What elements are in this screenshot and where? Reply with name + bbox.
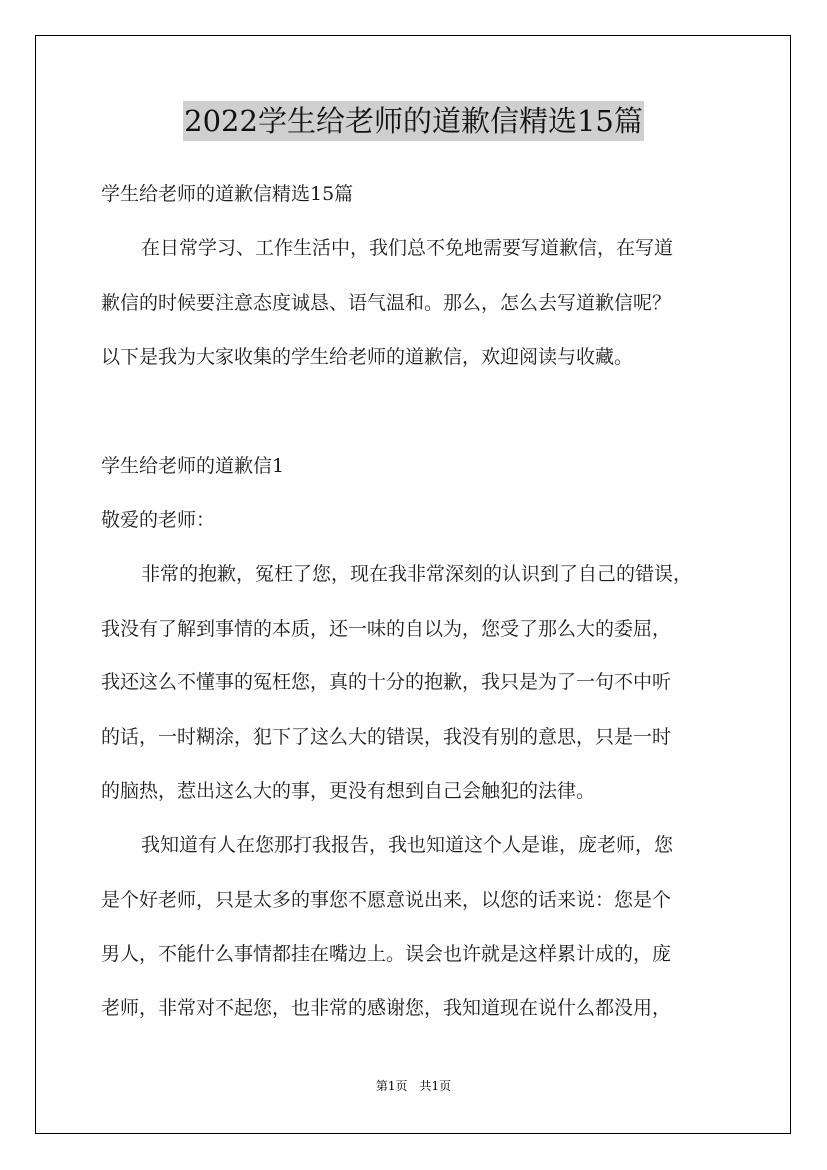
title-container (0, 101, 827, 141)
paragraph1-line-3: 我还这么不懂事的冤枉您，真的十分的抱歉，我只是为了一句不中听 (101, 671, 672, 693)
intro-line-3: 以下是我为大家收集的学生给老师的道歉信，欢迎阅读与收藏。 (101, 346, 634, 368)
paragraph1-line-4: 的话，一时糊涂，犯下了这么大的错误，我没有别的意思，只是一时 (101, 726, 672, 748)
page-footer: 第1页 共1页 (375, 1079, 452, 1093)
paragraph2-line-3: 男人，不能什么事情都挂在嘴边上。误会也许就是这样累计成的，庞 (101, 943, 672, 965)
paragraph2-line-4: 老师，非常对不起您，也非常的感谢您，我知道现在说什么都没用， (101, 997, 672, 1019)
document-title: 2022学生给老师的道歉信精选15篇 (183, 101, 644, 141)
intro-line-1: 在日常学习、工作生活中，我们总不免地需要写道歉信，在写道 (141, 237, 674, 259)
paragraph1-line-2: 我没有了解到事情的本质，还一味的自以为，您受了那么大的委屈， (101, 618, 672, 640)
paragraph1-line-1: 非常的抱歉，冤枉了您，现在我非常深刻的认识到了自己的错误， (141, 563, 693, 585)
salutation: 敬爱的老师： (101, 509, 216, 531)
document-subtitle: 学生给老师的道歉信精选15篇 (101, 183, 354, 205)
paragraph2-line-1: 我知道有人在您那打我报告，我也知道这个人是谁，庞老师，您 (141, 834, 674, 856)
paragraph2-line-2: 是个好老师，只是太多的事您不愿意说出来，以您的话来说：您是个 (101, 889, 672, 911)
paragraph1-line-5: 的脑热，惹出这么大的事，更没有想到自己会触犯的法律。 (101, 780, 596, 802)
section-heading: 学生给老师的道歉信1 (101, 455, 285, 477)
intro-line-2: 歉信的时候要注意态度诚恳、语气温和。那么，怎么去写道歉信呢？ (101, 292, 672, 314)
